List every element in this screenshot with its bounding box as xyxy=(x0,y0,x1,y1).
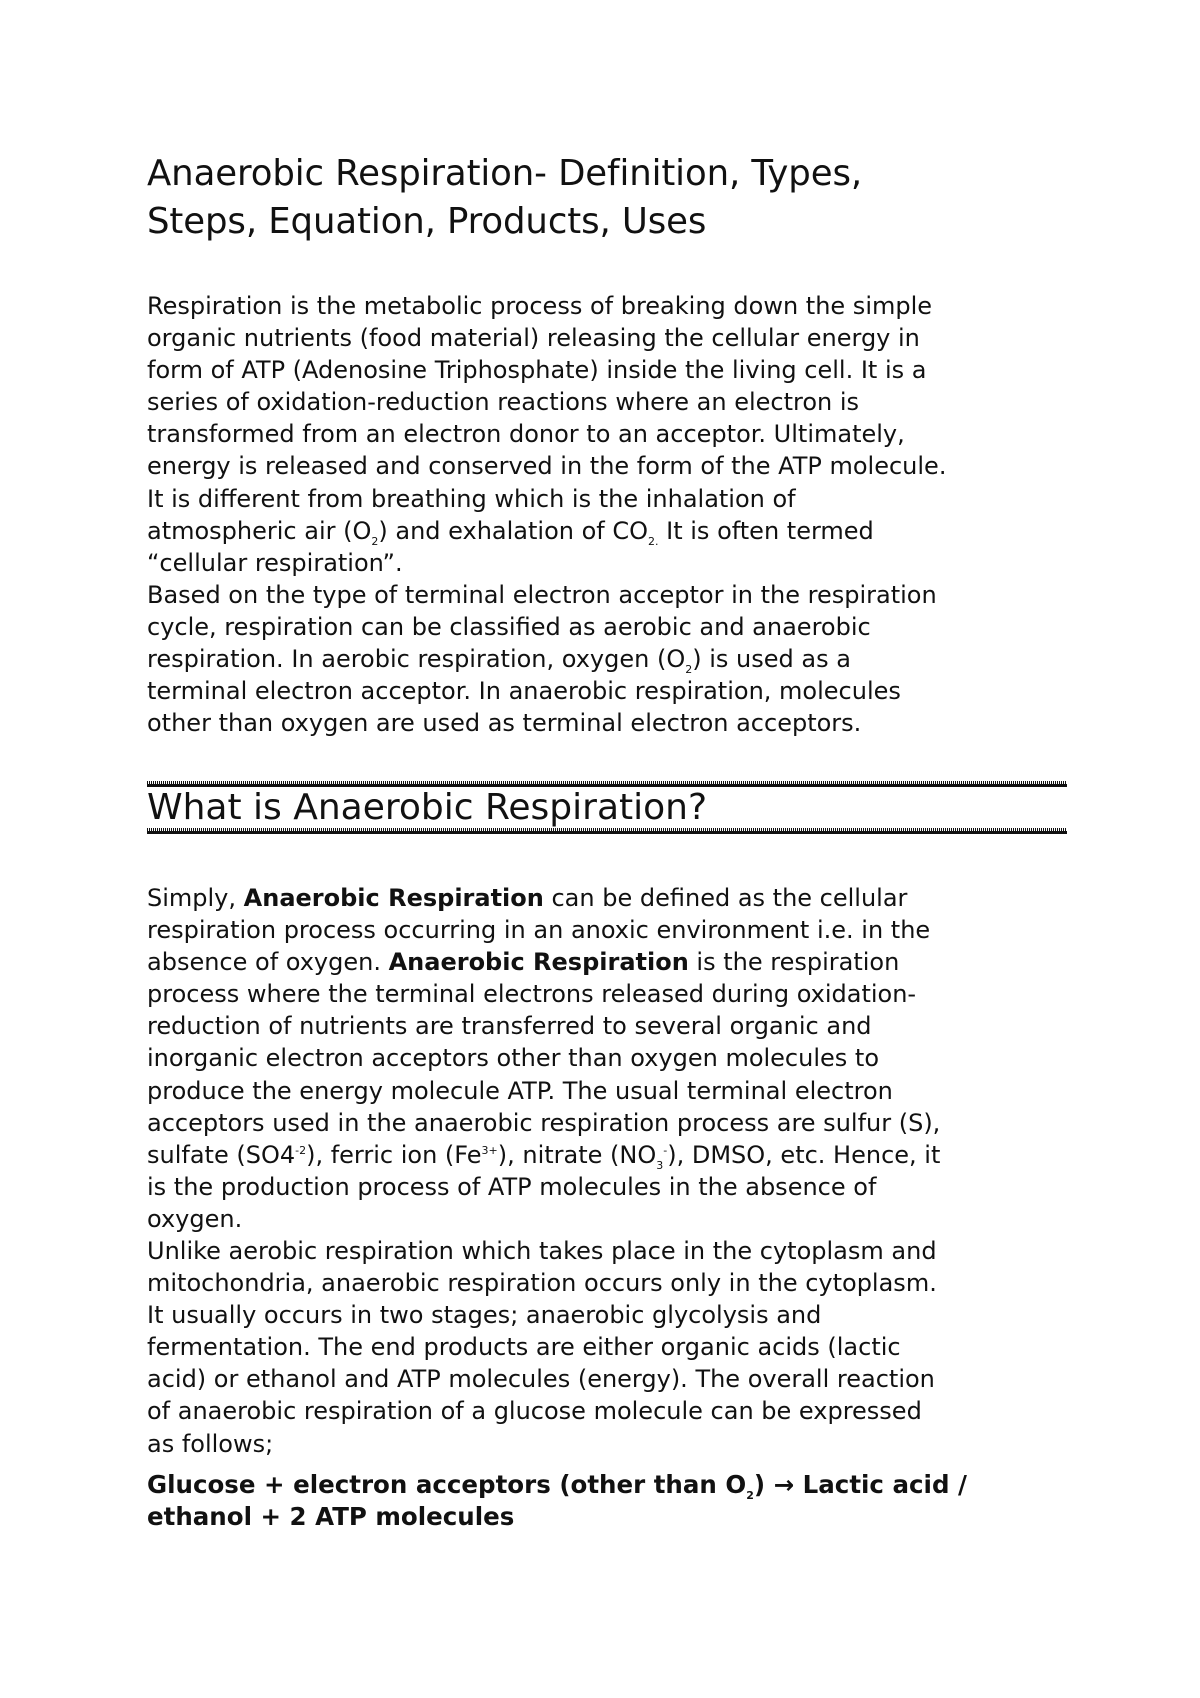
text-line: cycle, respiration can be classified as aerobic and anaerobic xyxy=(147,613,871,642)
text-line: sulfate (SO4 xyxy=(147,1140,296,1169)
text-line: It usually occurs in two stages; anaerobic glycolysis and xyxy=(147,1301,822,1330)
text-line: ) is used as a xyxy=(692,645,851,674)
text-line: oxygen. xyxy=(147,1204,243,1233)
section-paragraph-1 xyxy=(147,882,940,1235)
intro-paragraph-1 xyxy=(147,290,946,579)
text-line: energy is released and conserved in the form of the ATP molecule. xyxy=(147,452,947,481)
text-line: is the respiration xyxy=(688,948,900,977)
text-line: terminal electron acceptor. In anaerobic respiration, molecules xyxy=(147,677,901,706)
text-line: organic nutrients (food material) releasing the cellular energy in xyxy=(147,324,920,353)
text-line: atmospheric air (O xyxy=(147,516,372,545)
text-line: respiration process occurring in an anoxic environment i.e. in the xyxy=(147,916,931,945)
text-line: fermentation. The end products are either organic acids (lactic xyxy=(147,1333,901,1362)
subscript: 2. xyxy=(648,534,659,548)
text-line: Based on the type of terminal electron acceptor in the respiration xyxy=(147,581,937,609)
subscript: 3 xyxy=(656,1158,664,1172)
text-line: ) and exhalation of CO xyxy=(378,516,649,545)
section-heading: What is Anaerobic Respiration? xyxy=(147,787,708,828)
equation-text: ) → Lactic acid / xyxy=(753,1470,967,1499)
superscript: -2 xyxy=(295,1143,307,1157)
text-line: respiration. In aerobic respiration, oxygen (O xyxy=(147,645,686,674)
superscript: 3+ xyxy=(481,1143,498,1157)
intro-paragraph-2 xyxy=(147,579,937,739)
text-line: reduction of nutrients are transferred to several organic and xyxy=(147,1012,872,1041)
text-line: series of oxidation-reduction reactions where an electron is xyxy=(147,388,860,417)
text-line: It is often termed xyxy=(658,516,874,545)
text-line: other than oxygen are used as terminal electron acceptors. xyxy=(147,709,862,738)
text-line: Simply, xyxy=(147,884,244,912)
text-line: It is different from breathing which is the inhalation of xyxy=(147,484,796,513)
text-line: process where the terminal electrons released during oxidation- xyxy=(147,980,917,1009)
section-paragraph-2 xyxy=(147,1235,937,1460)
text-line: ), nitrate (NO xyxy=(497,1140,657,1169)
equation-text: ethanol + 2 ATP molecules xyxy=(147,1502,515,1531)
text-line: can be defined as the cellular xyxy=(543,884,908,912)
text-line: Respiration is the metabolic process of breaking down the simple xyxy=(147,292,933,320)
title-line: Steps, Equation, Products, Uses xyxy=(147,201,707,242)
text-line: Unlike aerobic respiration which takes place in the cytoplasm and xyxy=(147,1237,937,1265)
text-line: produce the energy molecule ATP. The usual terminal electron xyxy=(147,1076,893,1105)
text-line: absence of oxygen. xyxy=(147,948,389,977)
subscript: 2 xyxy=(746,1488,754,1502)
page-title xyxy=(147,150,862,246)
text-line: acid) or ethanol and ATP molecules (energy). The overall reaction xyxy=(147,1365,935,1394)
text-line: transformed from an electron donor to an acceptor. Ultimately, xyxy=(147,420,905,449)
equation-text: Glucose + electron acceptors (other than O xyxy=(147,1470,747,1499)
superscript: - xyxy=(663,1143,668,1157)
text-line: ), ferric ion (Fe xyxy=(306,1140,482,1169)
text-line: inorganic electron acceptors other than oxygen molecules to xyxy=(147,1044,879,1073)
reaction-equation xyxy=(147,1469,967,1533)
text-line: “cellular respiration”. xyxy=(147,548,403,577)
text-line: of anaerobic respiration of a glucose molecule can be expressed xyxy=(147,1397,922,1426)
subscript: 2 xyxy=(371,534,379,548)
text-line: as follows; xyxy=(147,1429,274,1458)
bold-term: Anaerobic Respiration xyxy=(388,948,689,977)
heading-rule-bottom xyxy=(147,828,1067,834)
text-line: mitochondria, anaerobic respiration occurs only in the cytoplasm. xyxy=(147,1269,937,1298)
text-line: acceptors used in the anaerobic respiration process are sulfur (S), xyxy=(147,1108,941,1137)
text-line: is the production process of ATP molecules in the absence of xyxy=(147,1172,877,1201)
title-line: Anaerobic Respiration- Definition, Types, xyxy=(147,153,863,194)
subscript: 2 xyxy=(685,662,693,676)
text-line: ), DMSO, etc. Hence, it xyxy=(667,1140,941,1169)
bold-term: Anaerobic Respiration xyxy=(243,884,544,912)
text-line: form of ATP (Adenosine Triphosphate) inside the living cell. It is a xyxy=(147,356,927,385)
